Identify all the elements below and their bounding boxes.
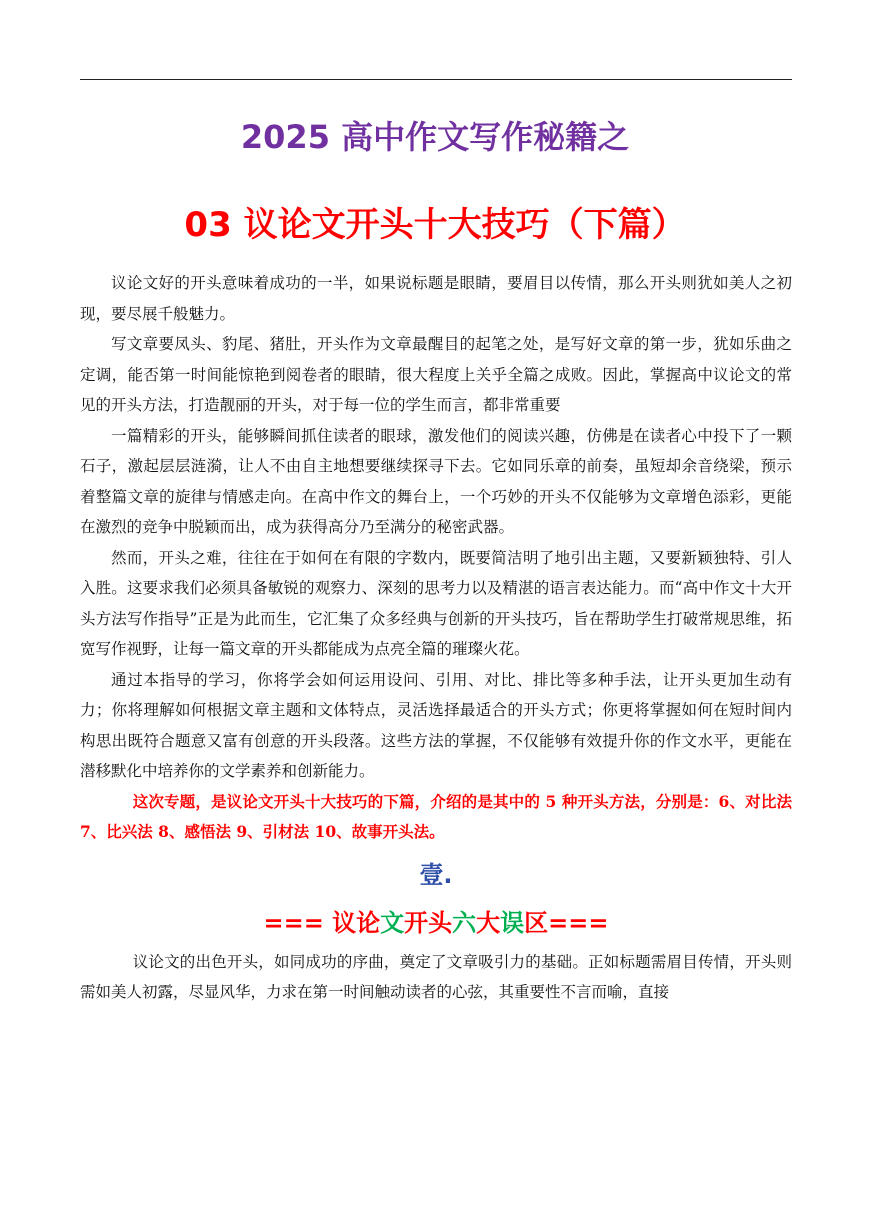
section-title-part: 大 [476, 908, 501, 937]
section-title-part: 误 [500, 908, 525, 937]
paragraph-1: 议论文好的开头意味着成功的一半，如果说标题是眼睛，要眉目以传情，那么开头则犹如美人之初现，要尽展千般魅力。 [80, 274, 792, 323]
highlight-paragraph: 这次专题，是议论文开头十大技巧的下篇，介绍的是其中的 5 种开头方法，分别是：6、对比法 7、比兴法 8、感悟法 9、引材法 10、故事开头法。 [80, 791, 792, 841]
paragraph-3: 一篇精彩的开头，能够瞬间抓住读者的眼球，激发他们的阅读兴趣，仿佛是在读者心中投下了一颗石子，激起层层涟漪，让人不由自主地想要继续探寻下去。它如同乐章的前奏，虽短却余音绕梁，预示着整篇文章的旋律与情感走向。在高中作文的舞台上，一个巧妙的开头不仅能够为文章增色添彩，更能在激烈的竞争中脱颖而出，成为获得高分乃至满分的秘密武器。 [80, 426, 792, 536]
document-title-line2: 03 议论文开头十大技巧（下篇） [184, 205, 686, 245]
closing-paragraph: 议论文的出色开头，如同成功的序曲，奠定了文章吸引力的基础。正如标题需眉目传情，开头则需如美人初露，尽显风华，力求在第一时间触动读者的心弦，其重要性不言而喻，直接 [80, 952, 792, 1001]
section-title-part: === [263, 908, 333, 937]
paragraph-5: 通过本指导的学习，你将学会如何运用设问、引用、对比、排比等多种手法，让开头更加生动有力；你将理解如何根据文章主题和文体特点，灵活选择最适合的开头方式；你更将掌握如何在短时间内构思出既符合题意又富有创意的开头段落。这些方法的掌握，不仅能够有效提升你的作文水平，更能在潜移默化中培养你的文学素养和创新能力。 [80, 670, 792, 780]
section-title [80, 899, 792, 947]
document-title-line1: 2025 高中作文写作秘籍之 [240, 118, 630, 156]
top-rule [80, 79, 792, 80]
section-number: 壹. [419, 860, 453, 889]
section-title-part: 区 [524, 908, 549, 937]
section-title-part: === [548, 908, 609, 937]
section-title-part: 头 [428, 908, 453, 937]
section-title-part: 六 [452, 908, 477, 937]
paragraph-4: 然而，开头之难，往往在于如何在有限的字数内，既要简洁明了地引出主题，又要新颖独特、引人入胜。这要求我们必须具备敏锐的观察力、深刻的思考力以及精湛的语言表达能力。而“高中作文十大开头方法写作指导”正是为此而生，它汇集了众多经典与创新的开头技巧，旨在帮助学生打破常规思维，拓宽写作视野，让每一篇文章的开头都能成为点亮全篇的璀璨火花。 [80, 548, 792, 658]
paragraph-2: 写文章要凤头、豹尾、猪肚，开头作为文章最醒目的起笔之处，是写好文章的第一步，犹如乐曲之定调，能否第一时间能惊艳到阅卷者的眼睛，很大程度上关乎全篇之成败。因此，掌握高中议论文的常见的开头方法，打造靓丽的开头，对于每一位的学生而言，都非常重要 [80, 335, 792, 414]
section-title-part: 文 [380, 908, 405, 937]
document-body [80, 268, 792, 1008]
section-title-part: 开 [404, 908, 429, 937]
section-title-part: 议论 [332, 908, 381, 937]
